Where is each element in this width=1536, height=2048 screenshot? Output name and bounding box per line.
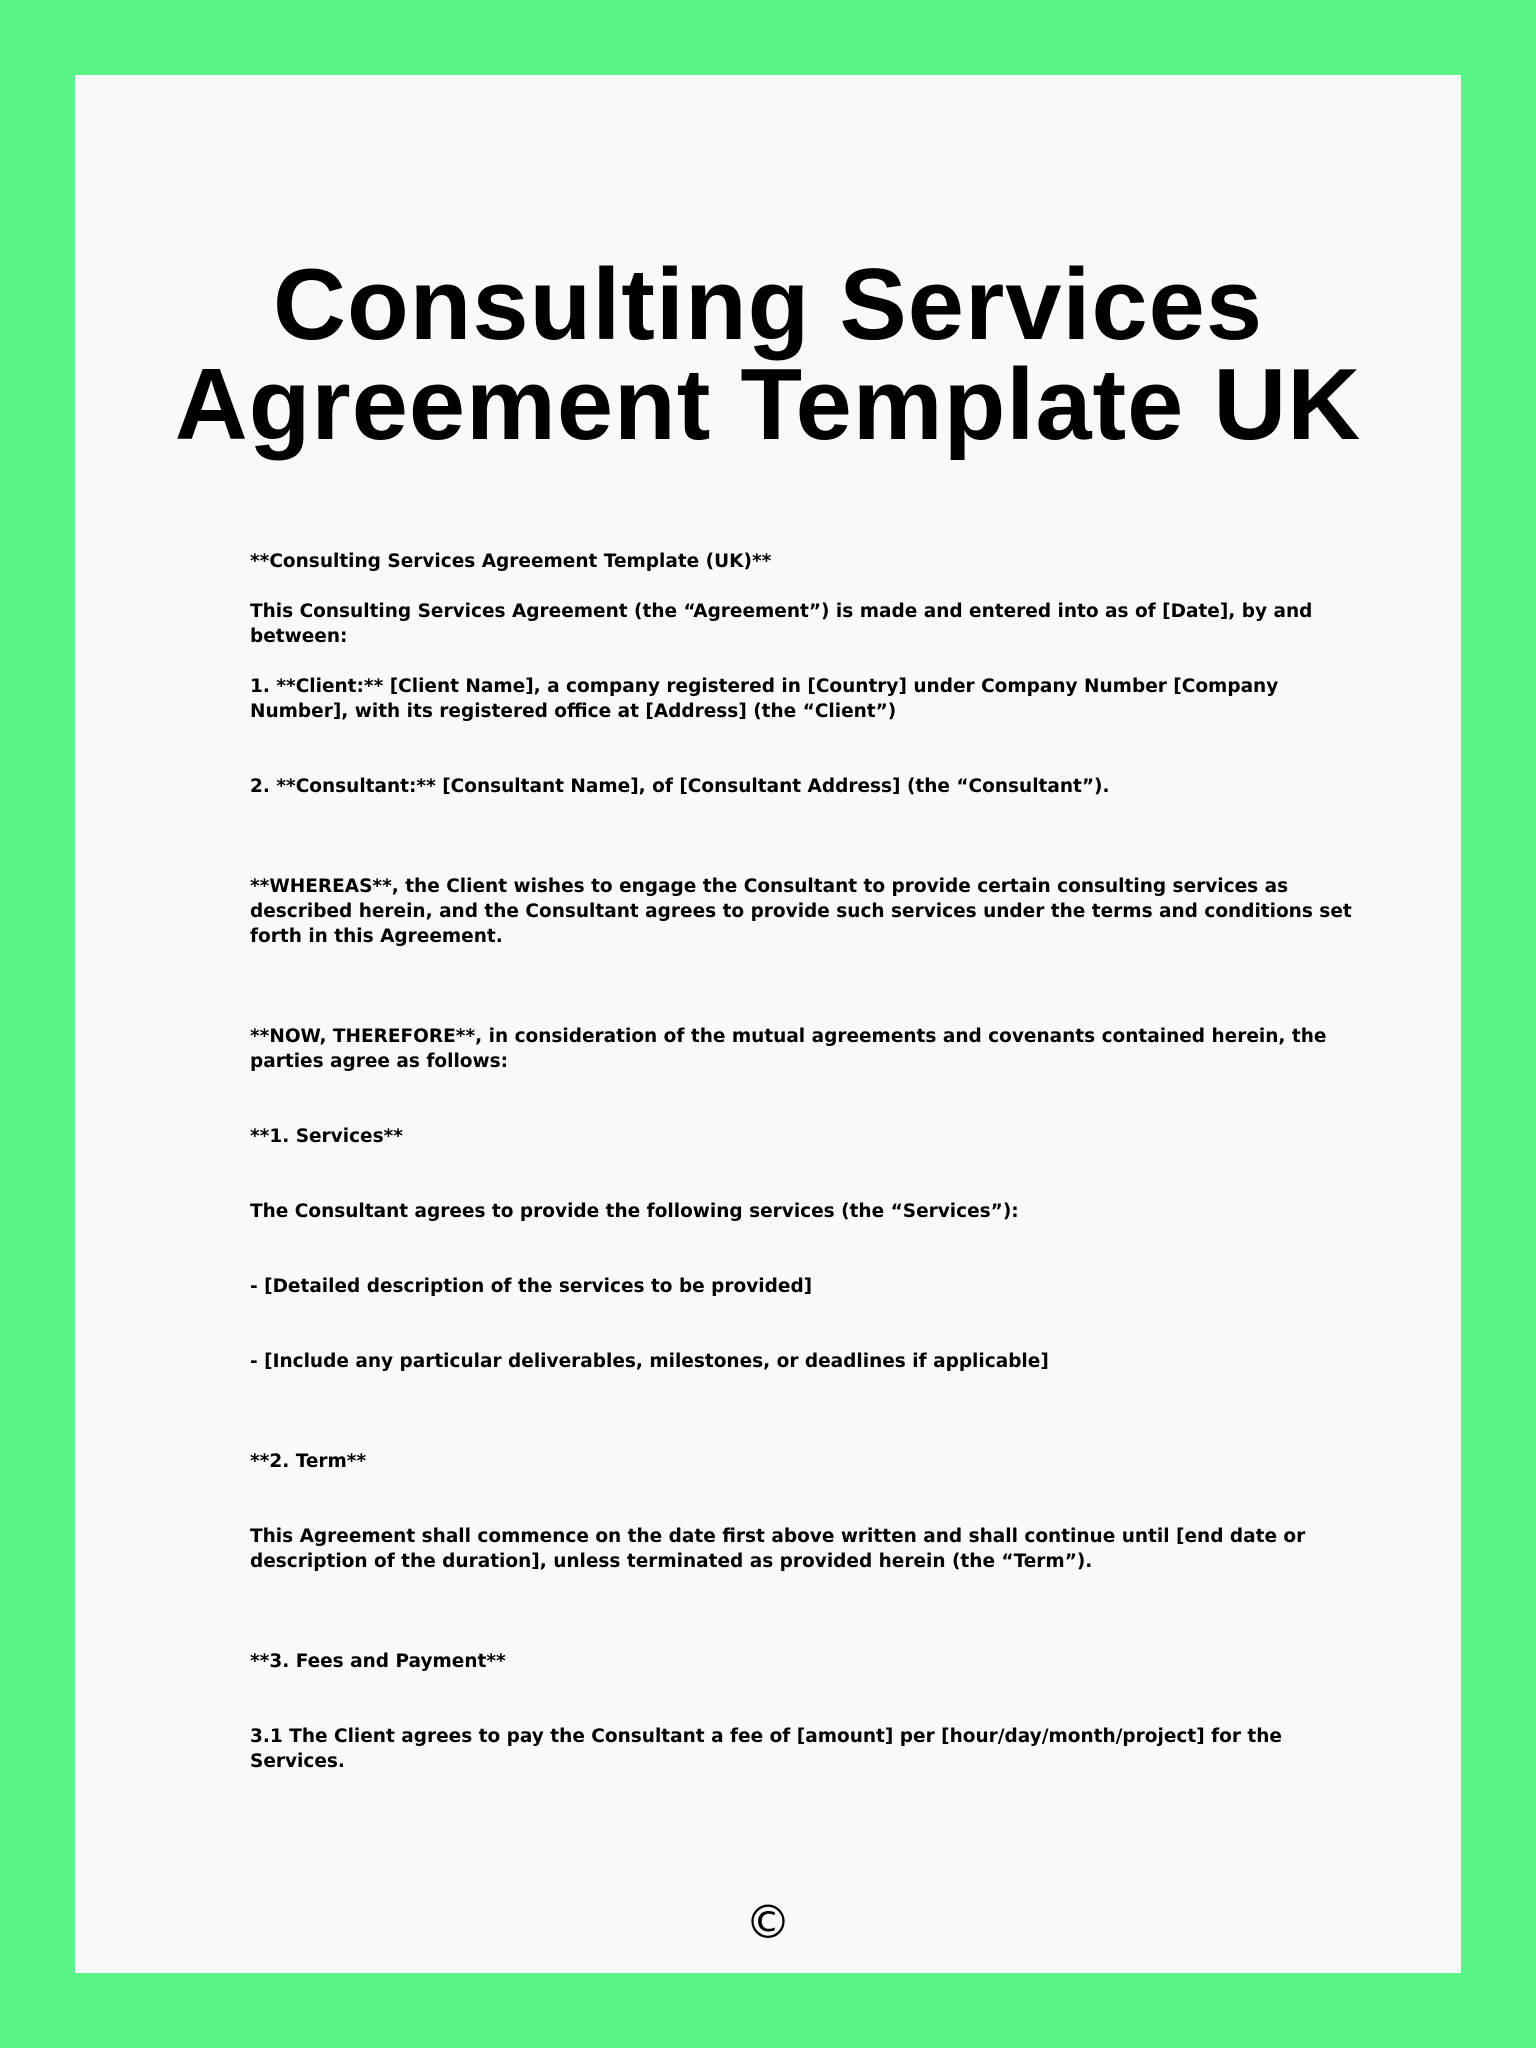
agreement-intro: This Consulting Services Agreement (the “Agreement”) is made and entered into as of [Date], by and between: bbox=[250, 601, 1313, 647]
whereas-clause: **WHEREAS**, the Client wishes to engage the Consultant to provide certain consulting services as described herein, and the Consultant agrees to provide such services under the terms and conditions set forth in this Agreement. bbox=[250, 876, 1352, 947]
section-heading-term: **2. Term** bbox=[250, 1451, 367, 1472]
title-line-2: Agreement Template UK bbox=[174, 349, 1362, 461]
section-heading-fees: **3. Fees and Payment** bbox=[250, 1651, 506, 1672]
title-line-1: Consulting Services bbox=[273, 249, 1263, 361]
party-consultant: 2. **Consultant:** [Consultant Name], of [Consultant Address] (the “Consultant”). bbox=[250, 776, 1110, 797]
document-page bbox=[75, 75, 1461, 1973]
document-heading: **Consulting Services Agreement Template (UK)** bbox=[250, 551, 772, 572]
copyright-symbol: © bbox=[745, 1895, 791, 1949]
section-heading-services: **1. Services** bbox=[250, 1126, 403, 1147]
services-item: - [Detailed description of the services to be provided] bbox=[250, 1276, 813, 1297]
term-text: This Agreement shall commence on the date first above written and shall continue until [end date or description of the duration], unless terminated as provided herein (the “Term”). bbox=[250, 1526, 1306, 1572]
now-therefore-clause: **NOW, THEREFORE**, in consideration of the mutual agreements and covenants contained herein, the parties agree as follows: bbox=[250, 1026, 1327, 1072]
fees-text: 3.1 The Client agrees to pay the Consultant a fee of [amount] per [hour/day/month/project] for the Services. bbox=[250, 1726, 1282, 1772]
services-intro: The Consultant agrees to provide the following services (the “Services”): bbox=[250, 1201, 1019, 1222]
page-title bbox=[75, 249, 1461, 461]
services-item: - [Include any particular deliverables, milestones, or deadlines if applicable] bbox=[250, 1351, 1049, 1372]
party-client: 1. **Client:** [Client Name], a company registered in [Country] under Company Number [Company Number], with its registered office at [Address] (the “Client”) bbox=[250, 676, 1279, 722]
